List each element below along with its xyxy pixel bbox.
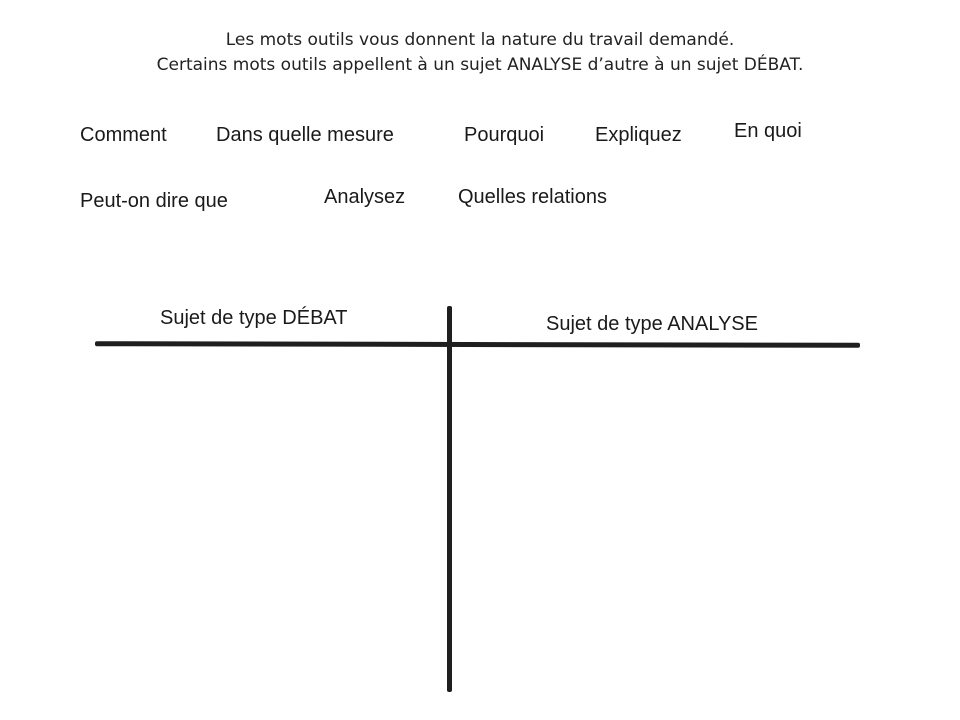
word-peut-on-dire-que[interactable]: Peut-on dire que [80, 190, 228, 212]
table-horizontal-divider [95, 341, 860, 348]
word-comment[interactable]: Comment [80, 124, 167, 146]
column-title-debat: Sujet de type DÉBAT [160, 307, 348, 329]
word-en-quoi[interactable]: En quoi [734, 120, 802, 142]
instructions [0, 28, 960, 78]
word-quelles-relations[interactable]: Quelles relations [458, 186, 607, 208]
word-analysez[interactable]: Analysez [324, 186, 406, 208]
word-expliquez[interactable]: Expliquez [595, 124, 682, 146]
instruction-line-1: Les mots outils vous donnent la nature du travail demandé. [225, 30, 735, 50]
word-dans-quelle-mesure[interactable]: Dans quelle mesure [216, 124, 394, 146]
column-title-analyse: Sujet de type ANALYSE [546, 313, 758, 335]
table-vertical-divider [447, 306, 452, 692]
instruction-line-2: Certains mots outils appellent à un sujet ANALYSE d’autre à un sujet DÉBAT. [156, 55, 804, 75]
word-pourquoi[interactable]: Pourquoi [464, 124, 545, 146]
